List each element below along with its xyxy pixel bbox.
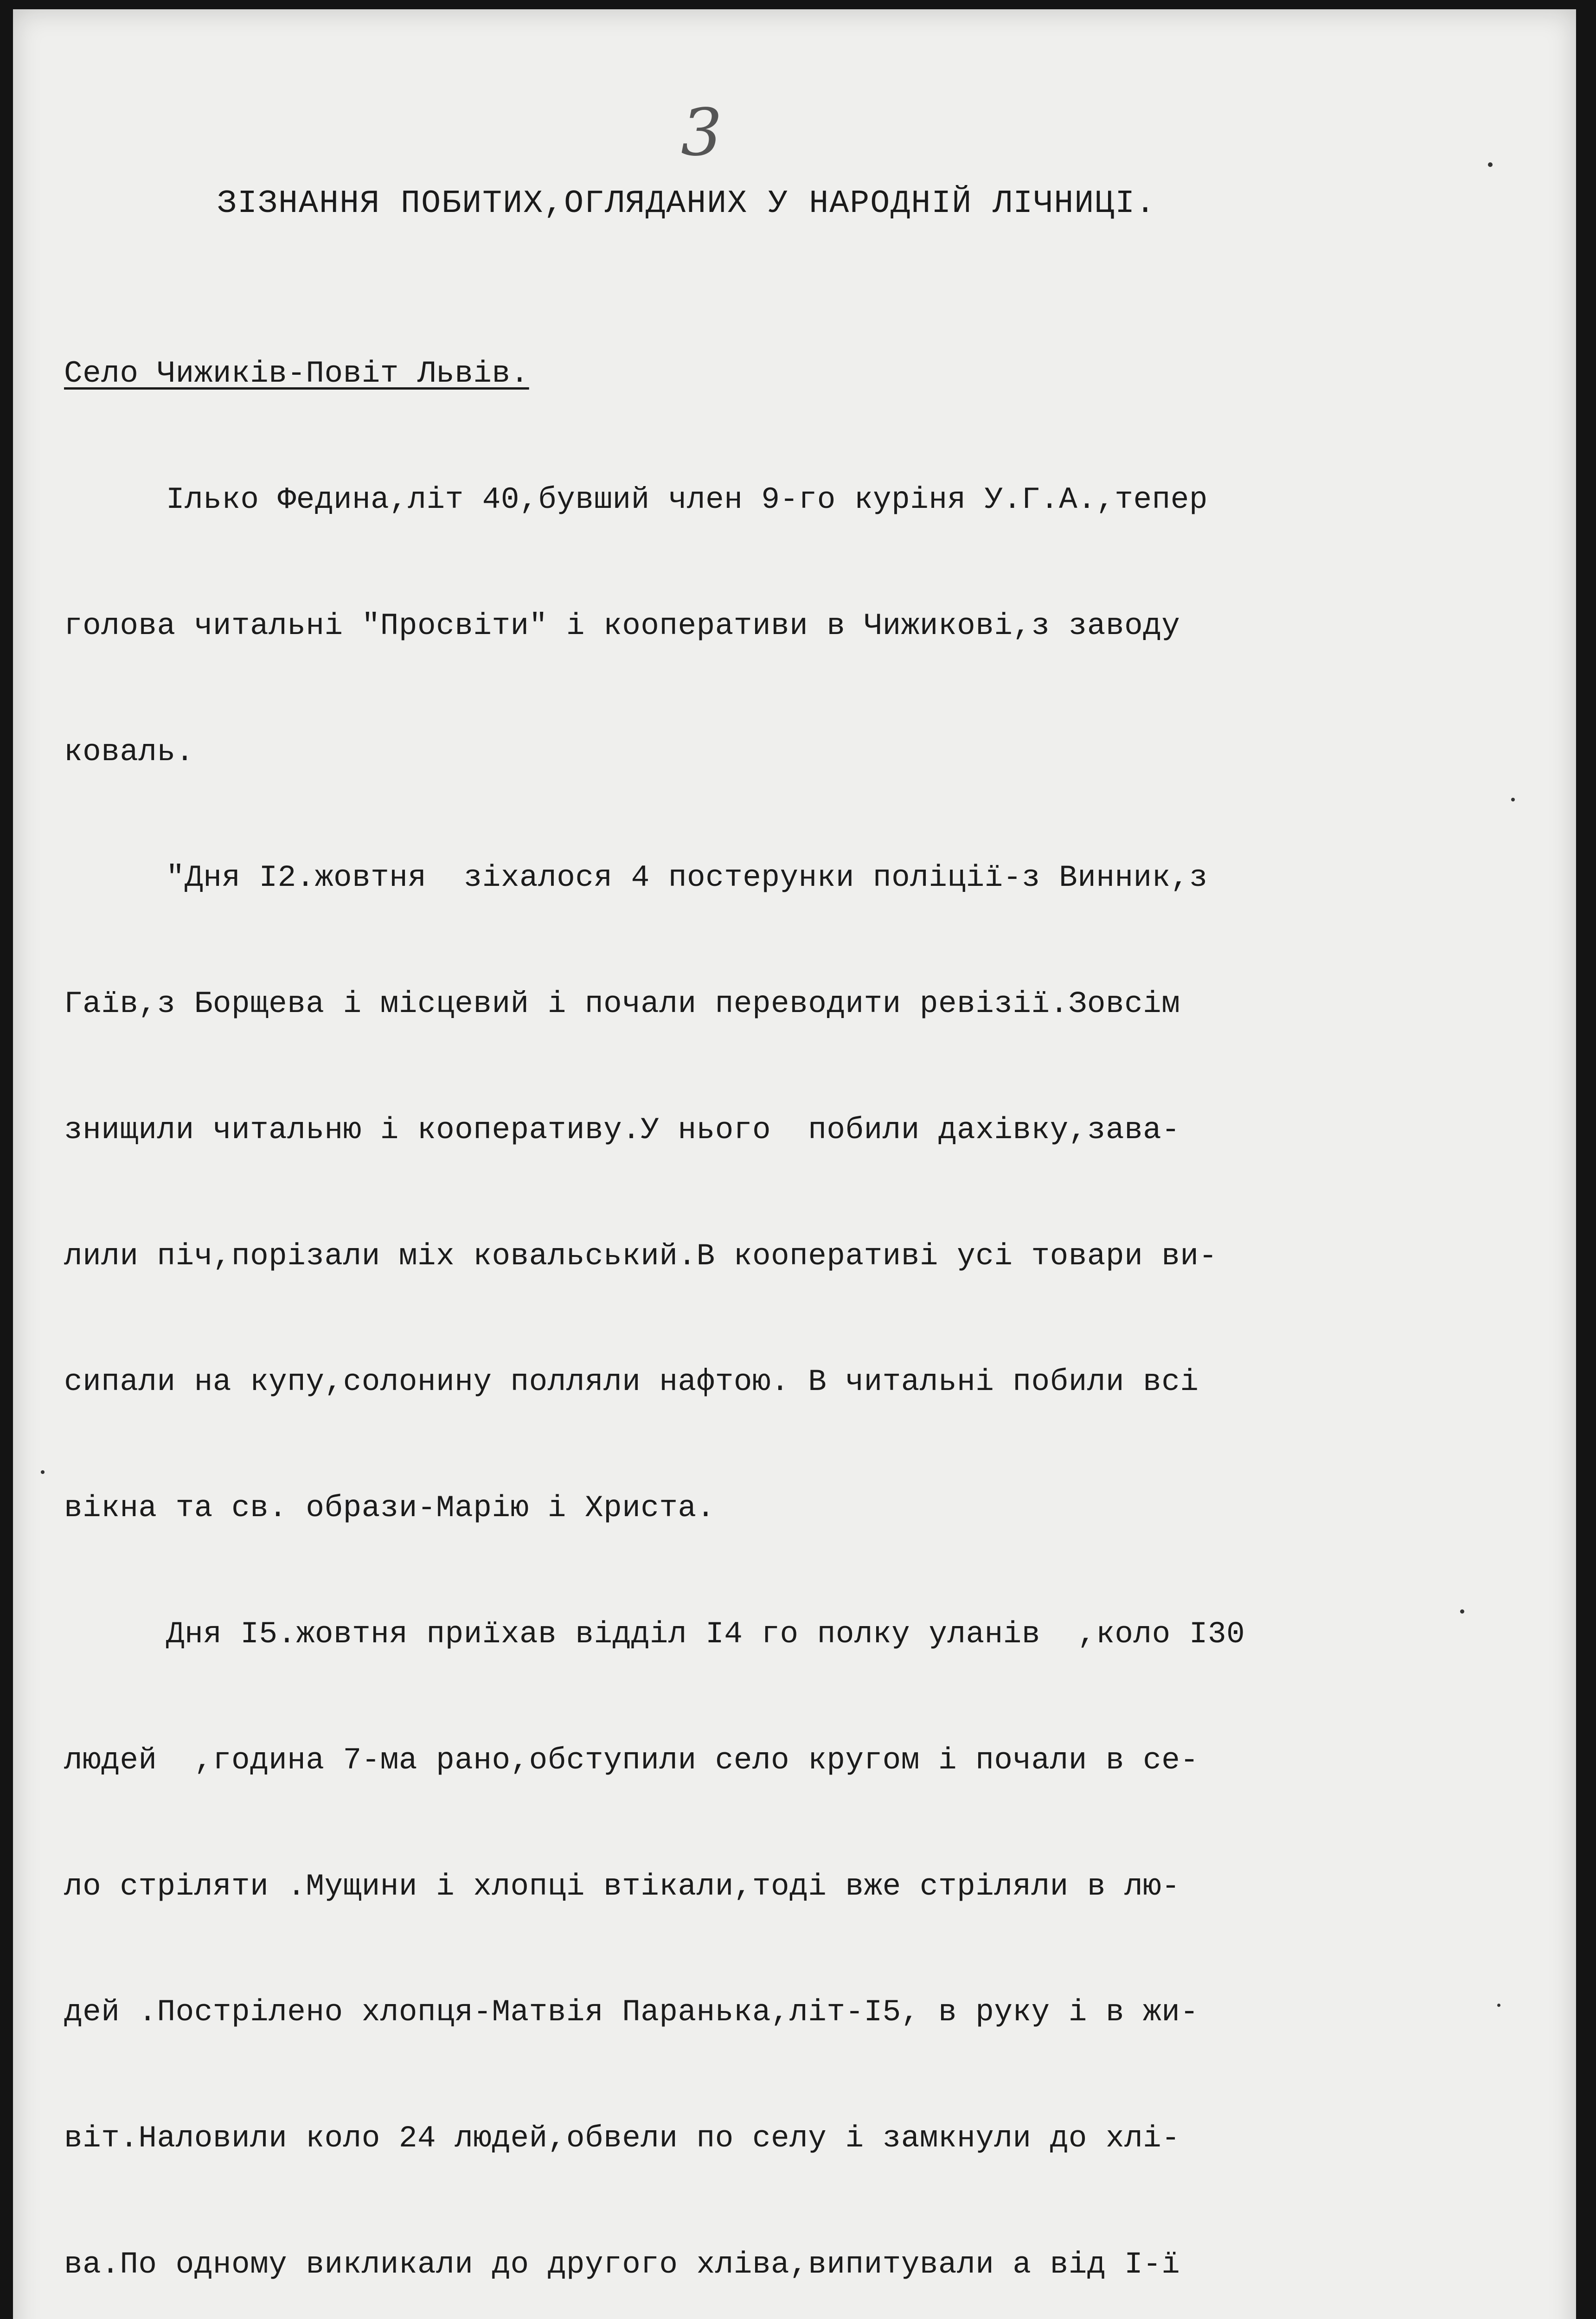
text-line: Гаїв,з Борщева і місцевий і почали переводити ревізії.Зовсім (64, 987, 1180, 1022)
text-line: вікна та св. образи-Марію і Христа. (64, 1491, 715, 1526)
text-line: сипали на купу,солонину полляли нафтою. В читальні побили всі (64, 1364, 1199, 1400)
text-line: дей .Пострілено хлопця-Матвія Паранька,літ-I5, в руку і в жи- (64, 1995, 1199, 2030)
text-line: коваль. (64, 734, 194, 769)
page-number: 3 (681, 95, 723, 171)
text-line: ва.По одному викликали до другого хліва,випитували а від I-ї (64, 2247, 1180, 2282)
document-page (13, 9, 1576, 2319)
paper-speck (1511, 798, 1515, 801)
text-line: Ілько Федина,літ 40,бувший член 9-го куріня У.Г.А.,тепер (166, 482, 1208, 517)
text-line: людей ,година 7-ма рано,обступили село кругом і почали в се- (64, 1742, 1199, 1778)
paper-speck (1488, 162, 1493, 167)
text-line: голова читальні "Просвіти" і кооперативи в Чижикові,з заводу (64, 608, 1180, 643)
section-heading: Село Чижиків-Повіт Львів. (64, 356, 529, 391)
paper-speck (1497, 2004, 1500, 2007)
page-title: ЗІЗНАННЯ ПОБИТИХ,ОГЛЯДАНИХ У НАРОДНІЙ ЛІЧНИЦІ. (217, 186, 1156, 222)
text-line: ло стріляти .Мущини і хлопці втікали,тоді вже стріляли в лю- (64, 1869, 1180, 1904)
text-line: знищили читальню і кооперативу.У нього побили дахівку,зава- (64, 1112, 1180, 1147)
text-line: "Дня I2.жовтня зіхалося 4 постерунки поліції-з Винник,з (166, 860, 1208, 896)
paper-speck (41, 1470, 45, 1474)
text-line: лили піч,порізали міх ковальський.В кооперативі усі товари ви- (64, 1238, 1218, 1274)
document-body (64, 269, 1455, 2319)
text-line: Дня I5.жовтня приїхав відділ I4 го полку уланів ,коло I30 (166, 1617, 1245, 1652)
text-line: віт.Наловили коло 24 людей,обвели по селу і замкнули до хлі- (64, 2121, 1180, 2156)
paper-speck (1460, 1609, 1464, 1614)
